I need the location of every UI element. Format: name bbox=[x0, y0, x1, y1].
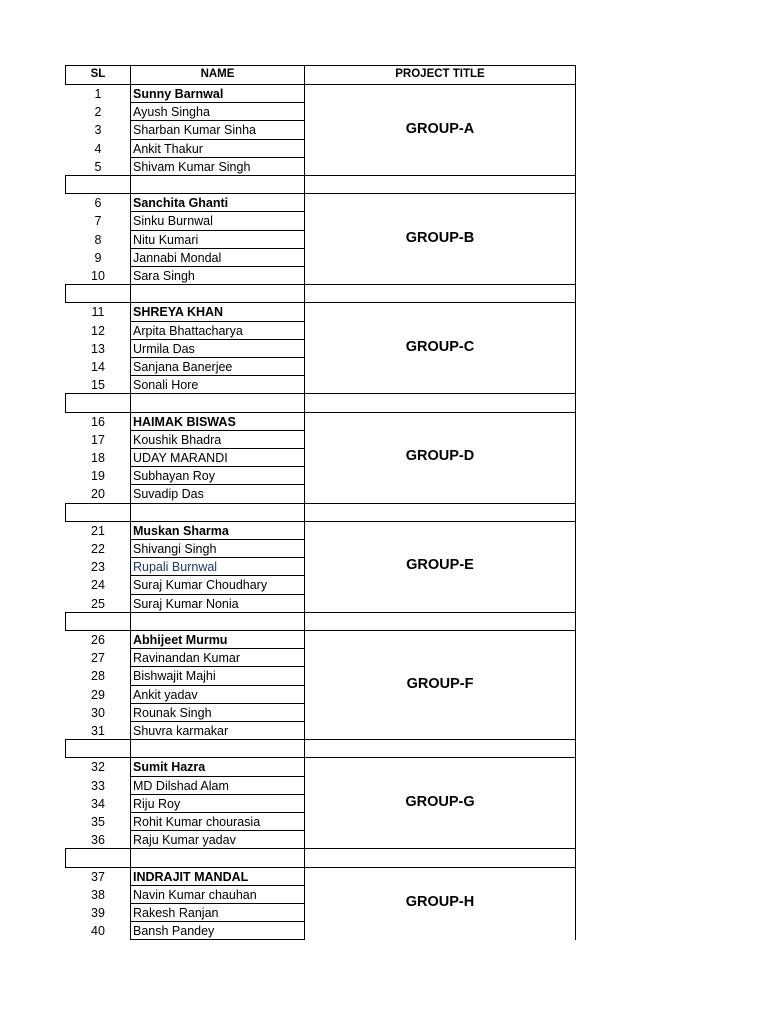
group-right-border bbox=[575, 412, 576, 504]
spacer-border bbox=[65, 503, 66, 522]
spacer-border bbox=[65, 503, 131, 504]
sl-cell: 7 bbox=[94, 214, 102, 229]
sl-cell: 32 bbox=[91, 760, 105, 775]
name-cell: Subhayan Roy bbox=[133, 469, 216, 484]
spacer-border bbox=[130, 175, 131, 194]
sl-cell: 11 bbox=[91, 305, 105, 320]
sl-cell: 34 bbox=[91, 796, 105, 811]
sl-cell: 40 bbox=[91, 924, 105, 939]
spacer-border bbox=[575, 848, 576, 867]
name-cell: Rohit Kumar chourasia bbox=[133, 815, 261, 829]
name-cell: Sonali Hore bbox=[133, 378, 199, 393]
sl-cell: 22 bbox=[91, 542, 105, 556]
sl-cell: 29 bbox=[91, 687, 105, 702]
name-row-border bbox=[130, 175, 305, 176]
name-cell: Urmila Das bbox=[133, 341, 195, 356]
spacer-border bbox=[575, 612, 576, 631]
name-col-left-border bbox=[130, 521, 131, 613]
sl-cell: 17 bbox=[91, 432, 105, 447]
header-border-vertical bbox=[130, 65, 131, 85]
group-title: GROUP-H bbox=[405, 894, 475, 910]
name-cell: Navin Kumar chauhan bbox=[133, 887, 257, 902]
group-top-border bbox=[304, 630, 576, 631]
name-cell: Suvadip Das bbox=[133, 487, 204, 502]
name-row-border bbox=[130, 848, 305, 849]
group-bottom-border bbox=[304, 393, 576, 394]
name-cell: Ayush Singha bbox=[133, 105, 210, 120]
group-title: GROUP-F bbox=[406, 675, 474, 692]
sl-cell: 16 bbox=[91, 414, 105, 429]
name-row-border bbox=[130, 739, 305, 740]
sl-cell: 13 bbox=[91, 341, 105, 356]
sl-cell: 20 bbox=[91, 487, 105, 502]
sl-cell: 21 bbox=[91, 523, 105, 538]
name-cell: Arpita Bhattacharya bbox=[133, 323, 243, 338]
sl-cell: 8 bbox=[94, 232, 102, 247]
group-right-border bbox=[575, 867, 576, 941]
name-cell: UDAY MARANDI bbox=[133, 451, 228, 465]
spacer-border bbox=[304, 739, 305, 758]
spacer-border bbox=[304, 848, 305, 867]
group-title: GROUP-D bbox=[405, 448, 475, 465]
group-title: GROUP-C bbox=[405, 338, 475, 355]
name-cell: INDRAJIT MANDAL bbox=[133, 869, 249, 884]
name-cell: MD Dilshad Alam bbox=[133, 778, 229, 793]
sl-cell: 35 bbox=[91, 815, 105, 829]
name-cell: Sanchita Ghanti bbox=[133, 196, 229, 211]
group-bottom-border bbox=[304, 284, 576, 285]
spacer-border bbox=[304, 175, 305, 194]
name-row-border bbox=[130, 393, 305, 394]
group-top-border bbox=[304, 867, 576, 868]
spacer-border bbox=[304, 612, 305, 631]
header-border-top bbox=[65, 65, 576, 66]
name-row-border bbox=[130, 503, 305, 504]
group-right-border bbox=[575, 521, 576, 613]
name-row-border bbox=[130, 939, 305, 940]
name-cell: Nitu Kumari bbox=[133, 232, 199, 247]
group-title: GROUP-B bbox=[405, 229, 475, 246]
sl-cell: 28 bbox=[91, 669, 105, 684]
group-top-border bbox=[304, 84, 576, 85]
spacer-border bbox=[65, 284, 131, 285]
sl-cell: 6 bbox=[94, 196, 102, 211]
header-name: NAME bbox=[200, 68, 235, 80]
name-cell: Bishwajit Majhi bbox=[133, 669, 216, 684]
name-cell: Sharban Kumar Sinha bbox=[133, 123, 256, 138]
group-top-border bbox=[304, 302, 576, 303]
sl-cell: 23 bbox=[91, 560, 105, 575]
name-row-border bbox=[130, 284, 305, 285]
name-cell: Sinku Burnwal bbox=[133, 214, 213, 229]
sl-cell: 24 bbox=[91, 578, 105, 593]
group-bottom-border bbox=[304, 739, 576, 740]
name-cell: Ravinandan Kumar bbox=[133, 651, 241, 666]
header-border-vertical bbox=[575, 65, 576, 85]
sl-cell: 9 bbox=[94, 250, 102, 265]
spacer-border bbox=[65, 612, 66, 631]
spacer-border bbox=[304, 503, 305, 522]
spacer-border bbox=[130, 612, 131, 631]
sl-cell: 27 bbox=[91, 651, 105, 666]
name-cell: Sunny Barnwal bbox=[133, 87, 224, 101]
name-col-left-border bbox=[130, 757, 131, 849]
group-title: GROUP-G bbox=[405, 793, 475, 810]
name-cell: HAIMAK BISWAS bbox=[133, 414, 236, 429]
sl-cell: 1 bbox=[94, 87, 102, 101]
name-col-left-border bbox=[130, 84, 131, 176]
sl-cell: 31 bbox=[91, 724, 105, 738]
name-cell: Shuvra karmakar bbox=[133, 724, 229, 738]
name-cell: Raju Kumar yadav bbox=[133, 833, 236, 848]
spacer-border bbox=[65, 284, 66, 303]
spacer-border bbox=[65, 175, 131, 176]
spacer-border bbox=[304, 284, 305, 303]
spacer-border bbox=[65, 175, 66, 194]
name-cell: Abhijeet Murmu bbox=[133, 633, 228, 647]
spacer-border bbox=[65, 739, 131, 740]
name-cell: Sara Singh bbox=[133, 269, 195, 283]
sl-cell: 3 bbox=[94, 123, 102, 138]
sl-cell: 38 bbox=[91, 887, 105, 902]
group-right-border bbox=[575, 302, 576, 394]
spacer-border bbox=[65, 612, 131, 613]
sl-cell: 33 bbox=[91, 778, 105, 793]
spacer-border bbox=[130, 503, 131, 522]
sl-cell: 26 bbox=[91, 633, 105, 647]
name-cell: Suraj Kumar Nonia bbox=[133, 596, 239, 611]
sl-cell: 18 bbox=[91, 451, 105, 465]
group-bottom-border bbox=[304, 612, 576, 613]
group-right-border bbox=[575, 757, 576, 849]
name-cell: Ankit Thakur bbox=[133, 141, 203, 156]
name-cell: Riju Roy bbox=[133, 796, 181, 811]
sl-cell: 4 bbox=[94, 141, 102, 156]
group-right-border bbox=[575, 193, 576, 285]
name-cell: Sumit Hazra bbox=[133, 760, 206, 775]
spacer-border bbox=[130, 284, 131, 303]
header-project-title: PROJECT TITLE bbox=[395, 68, 485, 80]
sl-cell: 39 bbox=[91, 906, 105, 920]
name-cell: Ankit yadav bbox=[133, 687, 198, 702]
spacer-border bbox=[575, 284, 576, 303]
spacer-border bbox=[304, 393, 305, 412]
spacer-border bbox=[130, 393, 131, 412]
group-title: GROUP-E bbox=[406, 557, 474, 574]
group-right-border bbox=[575, 84, 576, 176]
name-cell: SHREYA KHAN bbox=[133, 305, 224, 320]
sl-cell: 19 bbox=[91, 469, 105, 484]
sl-cell: 10 bbox=[91, 269, 105, 283]
name-cell: Suraj Kumar Choudhary bbox=[133, 578, 268, 593]
group-title: GROUP-A bbox=[405, 120, 475, 137]
header-border-vertical bbox=[65, 65, 66, 85]
name-cell: Rounak Singh bbox=[133, 705, 212, 720]
group-top-border bbox=[304, 412, 576, 413]
spacer-border bbox=[130, 848, 131, 867]
group-bottom-border bbox=[304, 503, 576, 504]
name-cell: Bansh Pandey bbox=[133, 924, 215, 939]
group-right-border bbox=[575, 630, 576, 740]
name-col-left-border bbox=[130, 193, 131, 285]
name-cell: Sanjana Banerjee bbox=[133, 360, 233, 374]
spacer-border bbox=[575, 393, 576, 412]
sl-cell: 14 bbox=[91, 360, 105, 374]
group-bottom-border bbox=[304, 175, 576, 176]
name-cell: Rupali Burnwal bbox=[133, 560, 218, 575]
spacer-border bbox=[575, 175, 576, 194]
sl-cell: 25 bbox=[91, 596, 105, 611]
spacer-border bbox=[575, 503, 576, 522]
sl-cell: 37 bbox=[91, 869, 105, 884]
sl-cell: 30 bbox=[91, 705, 105, 720]
sl-cell: 15 bbox=[91, 378, 105, 393]
name-cell: Shivam Kumar Singh bbox=[133, 159, 251, 174]
sl-cell: 2 bbox=[94, 105, 102, 120]
group-bottom-border bbox=[304, 848, 576, 849]
name-col-left-border bbox=[130, 302, 131, 394]
group-top-border bbox=[304, 757, 576, 758]
name-cell: Shivangi Singh bbox=[133, 542, 217, 556]
group-top-border bbox=[304, 521, 576, 522]
spacer-border bbox=[65, 848, 131, 849]
name-cell: Koushik Bhadra bbox=[133, 432, 222, 447]
name-col-left-border bbox=[130, 630, 131, 740]
header-border-vertical bbox=[304, 65, 305, 85]
spacer-border bbox=[65, 393, 66, 412]
spacer-border bbox=[65, 848, 66, 867]
spacer-border bbox=[575, 739, 576, 758]
spacer-border bbox=[130, 739, 131, 758]
spacer-border bbox=[65, 393, 131, 394]
name-col-left-border bbox=[130, 867, 131, 941]
name-row-border bbox=[130, 612, 305, 613]
sl-cell: 36 bbox=[91, 833, 105, 848]
name-cell: Rakesh Ranjan bbox=[133, 906, 219, 920]
name-cell: Jannabi Mondal bbox=[133, 250, 222, 265]
header-sl: SL bbox=[90, 68, 106, 80]
sl-cell: 12 bbox=[91, 323, 105, 338]
spacer-border bbox=[65, 739, 66, 758]
sl-cell: 5 bbox=[94, 159, 102, 174]
group-top-border bbox=[304, 193, 576, 194]
name-col-left-border bbox=[130, 412, 131, 504]
name-cell: Muskan Sharma bbox=[133, 523, 229, 538]
